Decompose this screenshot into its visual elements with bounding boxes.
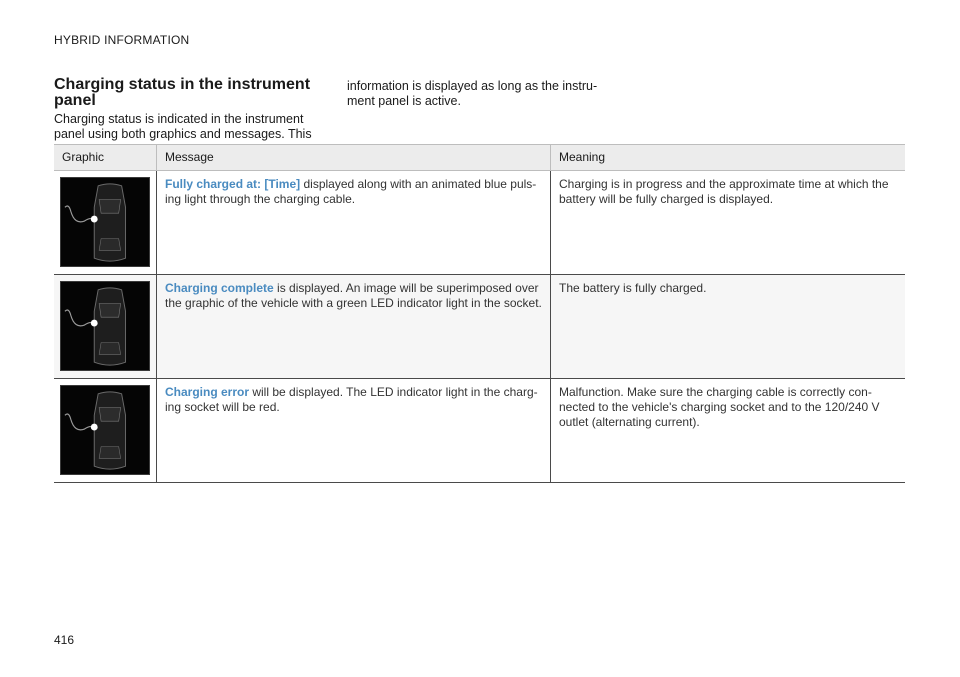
table-row (54, 379, 905, 483)
header-message: Message (157, 145, 551, 170)
header-graphic: Graphic (54, 145, 157, 170)
status-message-highlight: Charging complete (165, 281, 274, 295)
meaning-cell: Charging is in progress and the approximate time at which the battery will be fully charged is displayed. (559, 177, 889, 206)
intro-text-right: information is displayed as long as the instru-ment panel is active. (347, 79, 598, 108)
message-cell (157, 275, 551, 378)
page-heading: Charging status in the instrument panel (54, 76, 311, 109)
graphic-cell (54, 379, 157, 482)
status-message-highlight: Fully charged at: [Time] (165, 177, 301, 191)
intro-text-left: Charging status is indicated in the instrument panel using both graphics and messages. This (54, 112, 312, 141)
meaning-cell: The battery is fully charged. (559, 281, 707, 295)
message-text: is displayed. An image will be superimposed over the graphic of the vehicle with a green LED indicator light in the socket. (165, 281, 542, 310)
message-cell (157, 171, 551, 274)
header-meaning: Meaning (559, 150, 606, 164)
graphic-cell (54, 275, 157, 378)
table-header-row (54, 145, 905, 171)
graphic-cell (54, 171, 157, 274)
table-row (54, 275, 905, 379)
table-row (54, 171, 905, 275)
meaning-cell: Malfunction. Make sure the charging cable is correctly con-nected to the vehicle's charging socket and to the 120/240 V outlet (alternating current). (559, 385, 880, 429)
message-cell (157, 379, 551, 482)
status-message-highlight: Charging error (165, 385, 250, 399)
page-number: 416 (54, 633, 75, 647)
car-charging-icon (60, 385, 150, 475)
car-charging-icon (60, 177, 150, 267)
car-charging-icon (60, 281, 150, 371)
section-header: HYBRID INFORMATION (54, 33, 190, 47)
message-text: displayed along with an animated blue puls-ing light through the charging cable. (165, 177, 537, 206)
message-text: will be displayed. The LED indicator light in the charg-ing socket will be red. (165, 385, 538, 414)
charging-status-table (54, 144, 905, 483)
